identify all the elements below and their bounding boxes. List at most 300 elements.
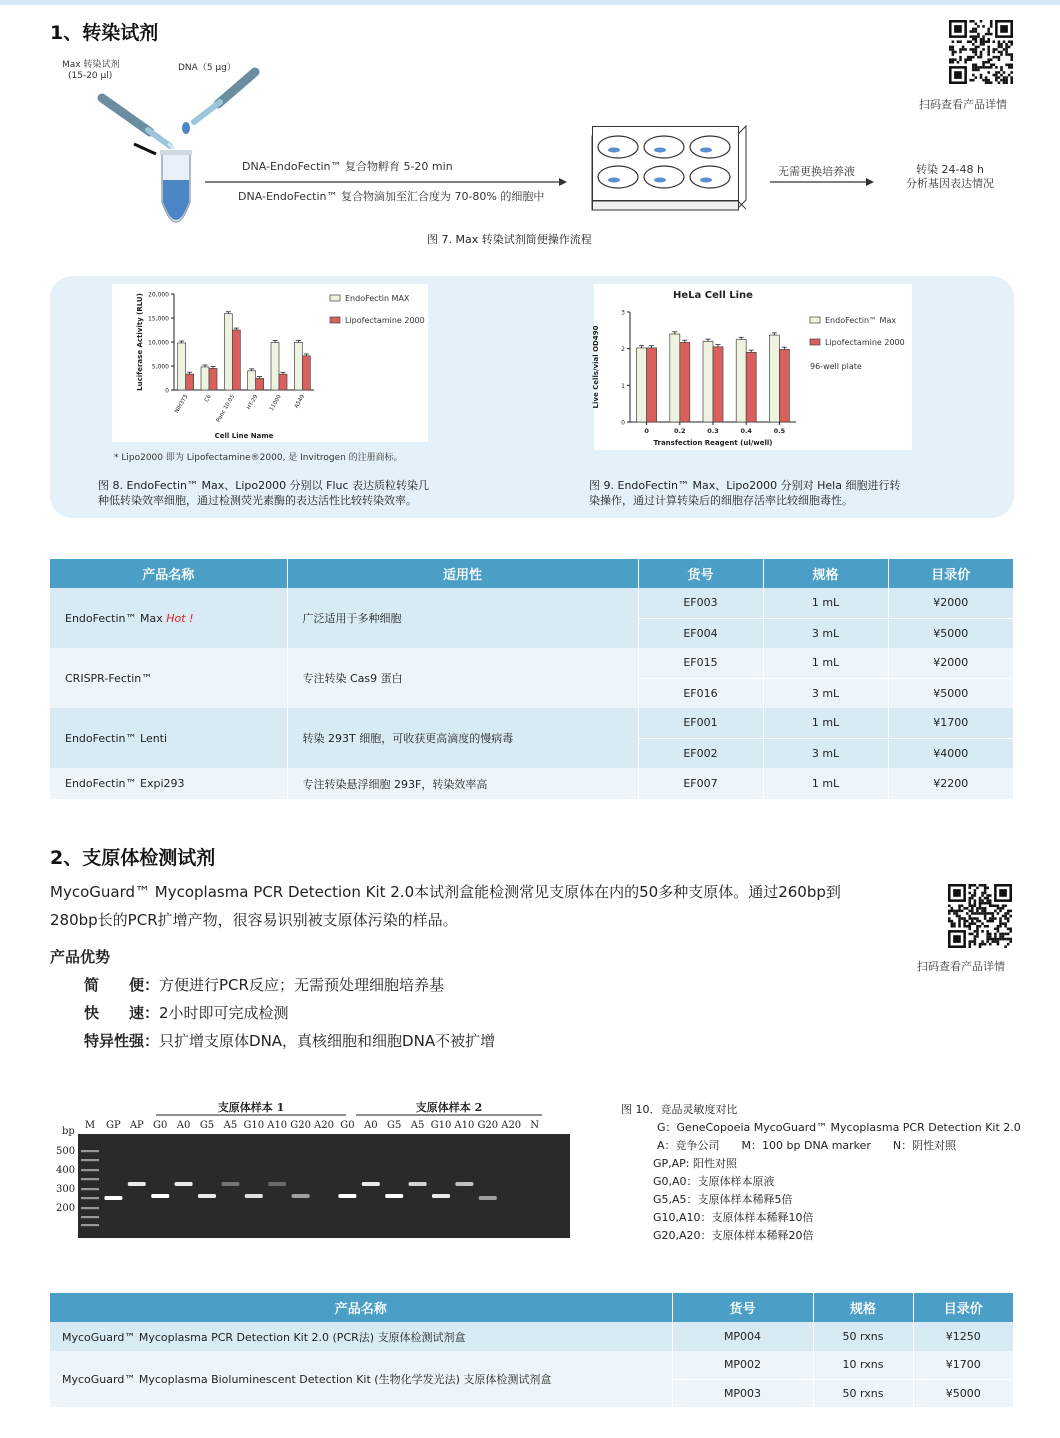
- qr-module: [969, 58, 972, 61]
- qr-module: [1002, 904, 1005, 907]
- bar: [746, 352, 756, 422]
- table-row: [50, 1351, 1013, 1379]
- advantage-item: 简 便：方便进行PCR反应；无需预处理细胞培养基: [84, 976, 444, 994]
- qr-module: [1007, 917, 1010, 920]
- qr-module: [998, 81, 1001, 84]
- qr-module: [969, 56, 972, 59]
- qr-module: [969, 20, 972, 23]
- gel-lane-label: A5: [223, 1120, 238, 1131]
- gel-background: [78, 1134, 570, 1238]
- qr-module: [972, 38, 975, 41]
- bar: [769, 335, 779, 422]
- qr-module: [982, 66, 985, 69]
- qr-module: [1000, 79, 1003, 82]
- qr-module: [1008, 74, 1011, 77]
- product-name: MycoGuard™ Mycoplasma Bioluminescent Detection Kit (生物化学发光法) 支原体检测试剂盒: [50, 1351, 672, 1407]
- qr-module: [974, 940, 977, 943]
- qr-module: [957, 40, 960, 43]
- table-header-row: [50, 1293, 1013, 1322]
- gel-band: [292, 1194, 310, 1198]
- qr-module: [992, 904, 995, 907]
- qr-module: [1005, 46, 1008, 49]
- gel-lane-label: AP: [129, 1120, 144, 1131]
- qr-module: [963, 907, 966, 910]
- qr-module: [968, 945, 971, 948]
- qr-module: [982, 64, 985, 67]
- qr-module: [987, 48, 990, 51]
- qr-module: [1010, 58, 1013, 61]
- qr-module: [971, 894, 974, 897]
- qr-module: [977, 69, 980, 72]
- bar: [256, 378, 264, 390]
- qr-module: [971, 907, 974, 910]
- qr-module: [997, 907, 1000, 910]
- qr-module: [989, 933, 992, 936]
- qr-module: [997, 938, 1000, 941]
- qr-module: [1004, 938, 1007, 941]
- gel-marker-band: [81, 1178, 99, 1180]
- gel-lane-label: A10: [267, 1120, 288, 1131]
- qr-module: [982, 35, 985, 38]
- qr-module: [999, 935, 1002, 938]
- gel-band: [338, 1194, 356, 1198]
- qr-module: [977, 66, 980, 69]
- legend-label: Lipofectamine 2000: [825, 338, 905, 347]
- qr-module: [1010, 76, 1013, 79]
- spec: 1 mL: [763, 768, 888, 799]
- qr-module: [987, 66, 990, 69]
- qr-module: [981, 892, 984, 895]
- catalog-number: EF016: [638, 678, 763, 708]
- qr-module: [994, 935, 997, 938]
- qr-module: [986, 887, 989, 890]
- qr-module: [958, 922, 961, 925]
- gel-lane-label: A10: [454, 1120, 475, 1131]
- qr-module: [959, 58, 962, 61]
- gel-marker-band: [81, 1188, 99, 1190]
- qr-module: [969, 30, 972, 33]
- qr-module: [954, 58, 957, 61]
- qr-module: [984, 943, 987, 946]
- price: ¥1700: [888, 708, 1013, 738]
- droplet-icon: [182, 122, 190, 134]
- gel-legend: 图 10．竞品灵敏度对比 G：GeneCopoeia MycoGuard™ Mycoplasma PCR Detection Kit 2.0 A：竞争公司 M：100 bp DNA marker N：阴性对照 GP,AP: 阳性对照 G0,A0：支原体样本原液 G5,A5：支原体样本稀释5倍 G10,A10：支原体样本稀释10倍 G20,A20：支原体样本稀释20倍: [621, 1103, 1021, 1242]
- qr-module: [972, 35, 975, 38]
- qr-module: [968, 897, 971, 900]
- qr-module: [968, 899, 971, 902]
- gel-marker-band: [81, 1207, 99, 1209]
- qr-module: [980, 74, 983, 77]
- qr-module: [979, 920, 982, 923]
- gel-lane-label: A0: [364, 1120, 378, 1131]
- qr-module: [1002, 907, 1005, 910]
- qr-module: [994, 933, 997, 936]
- header-price: 目录价: [888, 559, 1013, 588]
- qr-module: [1000, 69, 1003, 72]
- qr-module: [985, 66, 988, 69]
- spec: 3 mL: [763, 618, 888, 648]
- qr-module: [956, 912, 959, 915]
- qr-module: [968, 915, 971, 918]
- qr-module: [1009, 910, 1012, 913]
- gel-band: [268, 1182, 286, 1186]
- advantage-item: 特异性强：只扩增支原体DNA，真核细胞和细胞DNA不被扩增: [84, 1032, 496, 1050]
- qr-module: [951, 922, 954, 925]
- qr-module: [977, 25, 980, 28]
- qr-finder: [999, 889, 1007, 897]
- qr-code-icon[interactable]: [949, 20, 1013, 84]
- qr-module: [966, 920, 969, 923]
- gel-marker-band: [81, 1169, 99, 1171]
- price: ¥5000: [913, 1379, 1013, 1407]
- qr-module: [1008, 40, 1011, 43]
- table-row: [50, 588, 1013, 618]
- qr-module: [948, 920, 951, 923]
- qr-module: [987, 61, 990, 64]
- bar: [670, 334, 680, 422]
- header-catalog-number: 货号: [672, 1293, 813, 1322]
- qr-module: [1010, 53, 1013, 56]
- qr-module: [987, 51, 990, 54]
- qr-module: [998, 76, 1001, 79]
- catalog-number: EF015: [638, 648, 763, 678]
- qr-module: [975, 46, 978, 49]
- spec: 50 rxns: [813, 1379, 913, 1407]
- qr-module: [997, 943, 1000, 946]
- qr-module: [975, 66, 978, 69]
- gel-image: [56, 1096, 576, 1240]
- qr-module: [987, 38, 990, 41]
- x-tick-label: 0.4: [740, 427, 752, 435]
- qr-module: [1004, 915, 1007, 918]
- header-spec: 规格: [763, 559, 888, 588]
- transfection-product-table: [50, 559, 1013, 799]
- gel-band: [104, 1196, 122, 1200]
- qr-module: [967, 58, 970, 61]
- header-product-name: 产品名称: [50, 1293, 672, 1322]
- qr-finder: [954, 25, 962, 33]
- qr-module: [1007, 943, 1010, 946]
- section2-title: 2、支原体检测试剂: [50, 847, 216, 869]
- qr-module: [968, 902, 971, 905]
- qr-module: [999, 910, 1002, 913]
- qr-module: [1009, 940, 1012, 943]
- gel-lane-label: G0: [340, 1120, 355, 1131]
- qr-module: [1007, 912, 1010, 915]
- qr-module: [966, 907, 969, 910]
- qr-module: [992, 912, 995, 915]
- qr-module: [986, 899, 989, 902]
- qr-module: [993, 48, 996, 51]
- qr-module: [985, 61, 988, 64]
- qr-module: [984, 907, 987, 910]
- qr-module: [1008, 66, 1011, 69]
- qr-module: [1010, 66, 1013, 69]
- gel-lane-label: G20: [477, 1120, 499, 1131]
- qr-module: [986, 925, 989, 928]
- product-name: EndoFectin™ Expi293: [50, 768, 287, 799]
- product-name: MycoGuard™ Mycoplasma PCR Detection Kit 2.0 (PCR法) 支原体检测试剂盒: [50, 1322, 672, 1351]
- qr-module: [979, 899, 982, 902]
- qr-module: [993, 51, 996, 54]
- spec: 3 mL: [763, 738, 888, 768]
- qr-module: [953, 912, 956, 915]
- gel-marker-band: [81, 1224, 99, 1226]
- qr-module: [1010, 40, 1013, 43]
- qr-module: [972, 30, 975, 33]
- product-use: 专注转染悬浮细胞 293F，转染效率高: [287, 768, 638, 799]
- qr-module: [981, 884, 984, 887]
- legend-swatch: [330, 317, 340, 323]
- qr-module: [997, 928, 1000, 931]
- qr-module: [971, 904, 974, 907]
- qr-module: [997, 925, 1000, 928]
- qr-module: [974, 935, 977, 938]
- qr-module: [995, 76, 998, 79]
- bar: [779, 349, 789, 422]
- gel-band: [362, 1182, 380, 1186]
- qr-module: [992, 917, 995, 920]
- qr-module: [994, 910, 997, 913]
- qr-module: [974, 894, 977, 897]
- qr-module: [1004, 912, 1007, 915]
- catalog-number: EF007: [638, 768, 763, 799]
- qr-module: [994, 917, 997, 920]
- qr-module: [975, 40, 978, 43]
- qr-module: [974, 922, 977, 925]
- qr-module: [958, 910, 961, 913]
- qr-module: [948, 910, 951, 913]
- qr-module: [968, 910, 971, 913]
- qr-module: [992, 938, 995, 941]
- bar: [201, 367, 209, 390]
- qr-module: [968, 943, 971, 946]
- gel-bp-label: bp: [62, 1126, 75, 1137]
- gel-band: [455, 1182, 473, 1186]
- bar: [232, 330, 240, 390]
- legend-label: Lipofectamine 2000: [345, 316, 425, 325]
- qr-module: [982, 40, 985, 43]
- qr-module: [964, 61, 967, 64]
- qr-module: [952, 51, 955, 54]
- qr-module: [969, 35, 972, 38]
- legend-swatch: [810, 339, 820, 345]
- qr-module: [982, 25, 985, 28]
- bar: [224, 314, 232, 390]
- qr-module: [1004, 904, 1007, 907]
- qr-module: [1009, 928, 1012, 931]
- qr-module: [981, 902, 984, 905]
- gel-lane-label: N: [530, 1120, 539, 1131]
- qr-module: [993, 56, 996, 59]
- qr-module: [1002, 935, 1005, 938]
- qr-module: [979, 943, 982, 946]
- catalog-number: EF001: [638, 708, 763, 738]
- qr-module: [975, 30, 978, 33]
- qr-module: [954, 51, 957, 54]
- product-use: 转染 293T 细胞，可收获更高滴度的慢病毒: [287, 708, 638, 768]
- qr-module: [993, 40, 996, 43]
- top-bar: [0, 0, 1060, 5]
- qr-module: [958, 920, 961, 923]
- qr-module: [975, 51, 978, 54]
- step-incubate: DNA-EndoFectin™ 复合物孵育 5-20 min: [242, 160, 453, 173]
- y-axis-label: Live Cells/vial OD490: [592, 325, 600, 409]
- catalog-number: EF004: [638, 618, 763, 648]
- qr-module: [984, 925, 987, 928]
- qr-module: [981, 894, 984, 897]
- qr-module: [958, 904, 961, 907]
- qr-module: [989, 899, 992, 902]
- step-no-change: 无需更换培养液: [778, 165, 855, 178]
- qr-module: [1005, 53, 1008, 56]
- product-name: CRISPR-Fectin™: [50, 648, 287, 708]
- qr-module: [977, 56, 980, 59]
- spec: 50 rxns: [813, 1322, 913, 1351]
- qr-module: [986, 940, 989, 943]
- gel-lane-label: GP: [106, 1120, 121, 1131]
- qr-module: [998, 46, 1001, 49]
- qr-module: [986, 902, 989, 905]
- qr-module: [982, 48, 985, 51]
- qr-module: [971, 884, 974, 887]
- bar: [294, 342, 302, 390]
- qr-module: [985, 33, 988, 36]
- qr-module: [949, 61, 952, 64]
- qr-module: [969, 79, 972, 82]
- x-tick-label: C6: [203, 394, 213, 404]
- qr-module: [1000, 74, 1003, 77]
- qr-module: [1000, 66, 1003, 69]
- qr-finder: [954, 71, 962, 79]
- qr-module: [1004, 917, 1007, 920]
- price: ¥5000: [888, 678, 1013, 708]
- qr-module: [1004, 933, 1007, 936]
- spec: 1 mL: [763, 648, 888, 678]
- cell-plate-icon: [592, 126, 746, 212]
- qr-module: [972, 74, 975, 77]
- qr-module: [963, 925, 966, 928]
- qr-module: [989, 938, 992, 941]
- qr-module: [980, 66, 983, 69]
- qr-module: [999, 933, 1002, 936]
- qr-module: [951, 925, 954, 928]
- pipette-right-icon: [194, 72, 255, 122]
- qr-module: [985, 79, 988, 82]
- qr-module: [958, 917, 961, 920]
- qr-module: [971, 912, 974, 915]
- y-tick-label: 0: [165, 387, 169, 395]
- qr-module: [1008, 46, 1011, 49]
- gel-marker-band: [81, 1159, 99, 1161]
- bar: [209, 368, 217, 390]
- fig7-caption: 图 7. Max 转染试剂简便操作流程: [427, 233, 592, 246]
- tube-icon: [134, 144, 192, 222]
- qr-module: [975, 23, 978, 26]
- fig9-chart: [594, 284, 914, 450]
- catalog-number: MP004: [672, 1322, 813, 1351]
- x-tick-label: 0.3: [707, 427, 719, 435]
- qr-module: [951, 920, 954, 923]
- y-tick-label: 0: [621, 419, 625, 427]
- qr-module: [971, 922, 974, 925]
- gel-group-label: 支原体样本 1: [217, 1101, 285, 1114]
- qr-module: [1010, 81, 1013, 84]
- qr-module: [987, 40, 990, 43]
- qr-module: [976, 887, 979, 890]
- gel-lane-label: M: [84, 1120, 96, 1131]
- spec: 3 mL: [763, 678, 888, 708]
- header-product-name: 产品名称: [50, 559, 287, 588]
- qr-module: [1000, 46, 1003, 49]
- legend-swatch: [330, 295, 340, 301]
- qr-module: [981, 910, 984, 913]
- qr-module: [1010, 43, 1013, 46]
- qr-module: [998, 51, 1001, 54]
- qr-module: [1003, 71, 1006, 74]
- fig8-caption: 图 8. EndoFectin™ Max、Lipo2000 分别以 Fluc 表达质粒转染几 种低转染效率细胞，通过检测荧光素酶的表达活性比较转染效率。: [98, 479, 430, 507]
- y-tick-label: 1: [621, 382, 625, 390]
- qr-module: [995, 71, 998, 74]
- y-tick-label: 3: [621, 309, 625, 317]
- qr-module: [979, 912, 982, 915]
- qr-module: [974, 912, 977, 915]
- qr-module: [984, 889, 987, 892]
- qr-module: [1008, 64, 1011, 67]
- qr-module: [990, 64, 993, 67]
- qr-module: [976, 917, 979, 920]
- bar: [186, 374, 194, 390]
- qr-module: [989, 894, 992, 897]
- chart-annotation: 96-well plate: [810, 362, 862, 371]
- qr-module: [980, 76, 983, 79]
- product-name: EndoFectin™ Lenti: [50, 708, 287, 768]
- qr-module: [975, 64, 978, 67]
- qr-module: [1002, 938, 1005, 941]
- qr-module: [968, 892, 971, 895]
- qr-module: [963, 922, 966, 925]
- arrow-icon: [770, 176, 874, 188]
- y-axis-label: Luciferase Activity (RLU): [136, 293, 144, 391]
- qr-module: [968, 922, 971, 925]
- qr-module: [980, 53, 983, 56]
- price: ¥2200: [888, 768, 1013, 799]
- qr-module: [956, 910, 959, 913]
- qr-module: [986, 938, 989, 941]
- qr-module: [1003, 48, 1006, 51]
- qr-module: [953, 910, 956, 913]
- qr-module: [980, 38, 983, 41]
- qr-code-icon[interactable]: [948, 884, 1012, 948]
- qr-module: [1000, 43, 1003, 46]
- header-spec: 规格: [813, 1293, 913, 1322]
- spec: 10 rxns: [813, 1351, 913, 1379]
- qr-module: [964, 48, 967, 51]
- qr-module: [992, 920, 995, 923]
- bar: [637, 348, 647, 422]
- qr-module: [984, 887, 987, 890]
- catalog-number: EF002: [638, 738, 763, 768]
- qr-module: [995, 66, 998, 69]
- qr-module: [1010, 56, 1013, 59]
- qr-module: [972, 28, 975, 31]
- x-tick-label: A549: [293, 394, 307, 410]
- qr-module: [968, 904, 971, 907]
- qr-module: [1003, 81, 1006, 84]
- qr-module: [969, 40, 972, 43]
- qr-module: [1005, 48, 1008, 51]
- qr-module: [1010, 79, 1013, 82]
